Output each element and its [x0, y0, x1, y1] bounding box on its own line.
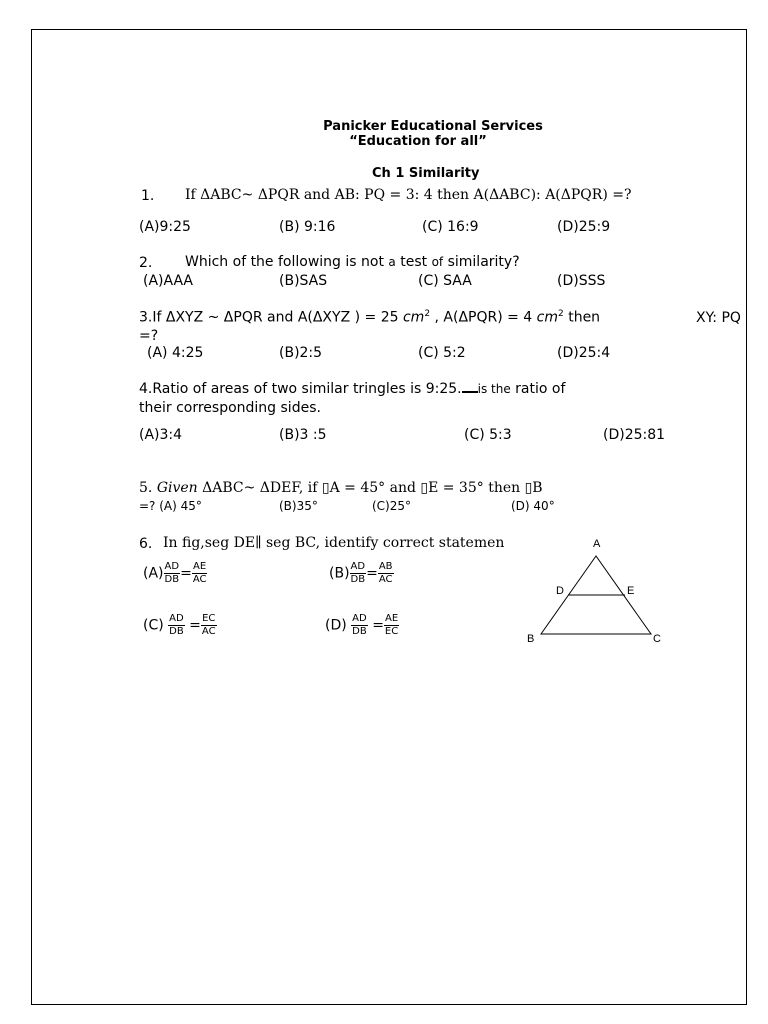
- q1-option-b: (B) 9:16: [279, 219, 336, 235]
- q2-number: 2.: [139, 255, 153, 271]
- q6-text: In fig,seg DE∥ seg BC, identify correct statemen: [163, 535, 505, 551]
- q3-option-c: (C) 5:2: [418, 345, 466, 361]
- q6-option-c: (C) $\frac{AD}{DB}$ = $\frac{EC}{AC}$: [143, 613, 216, 637]
- q6-option-b: (B) $\frac{AD}{DB}$ = $\frac{AB}{AC}$: [329, 561, 393, 585]
- q3-text: 3.If ΔXYZ ~ ΔPQR and A(ΔXYZ ) = 25 $cm^2$ , A(ΔPQR) = 4 $cm^2$ then: [139, 309, 601, 326]
- q5-text: 5. Given ΔABC~ ΔDEF, if ▯A = 45° and ▯E = 35° then ▯B: [139, 480, 543, 496]
- q5-option-c: (C)25°: [372, 499, 412, 513]
- chapter-title: Ch 1 Similarity: [372, 166, 480, 181]
- q6-option-d: (D) $\frac{AD}{DB}$ = $\frac{AE}{EC}$: [325, 613, 399, 637]
- q3-line2: =?: [139, 328, 159, 344]
- q3-option-b: (B)2:5: [279, 345, 323, 361]
- vertex-label-e: E: [627, 585, 635, 597]
- q2-option-a: (A)AAA: [143, 273, 194, 289]
- q1-option-c: (C) 16:9: [422, 219, 479, 235]
- q3-option-a: (A) 4:25: [147, 345, 204, 361]
- q6-number: 6.: [139, 536, 153, 552]
- triangle-figure: [520, 532, 670, 647]
- q4-option-a: (A)3:4: [139, 427, 183, 443]
- q4-text: 4.Ratio of areas of two similar tringles is 9:25. is the ratio of: [139, 381, 566, 397]
- q5-line2: =? (A) 45°: [139, 499, 202, 513]
- q6-option-a: (A) $\frac{AD}{DB}$ = $\frac{AE}{AC}$: [143, 561, 207, 585]
- q3-option-d: (D)25:4: [557, 345, 611, 361]
- vertex-label-d: D: [556, 585, 564, 597]
- q4-line2: their corresponding sides.: [139, 400, 321, 416]
- q3-tail: XY: PQ: [696, 310, 741, 326]
- q4-option-b: (B)3 :5: [279, 427, 327, 443]
- q2-text: Which of the following is not a test of similarity?: [185, 254, 520, 270]
- q2-option-d: (D)SSS: [557, 273, 606, 289]
- vertex-label-c: C: [653, 633, 661, 645]
- q4-option-c: (C) 5:3: [464, 427, 512, 443]
- q1-option-a: (A)9:25: [139, 219, 191, 235]
- q1-number: 1.: [141, 188, 155, 204]
- q5-option-b: (B)35°: [279, 499, 318, 513]
- q5-option-d: (D) 40°: [511, 499, 555, 513]
- q4-option-d: (D)25:81: [603, 427, 666, 443]
- q1-text: If ΔABC~ ΔPQR and AB: PQ = 3: 4 then A(ΔABC): A(ΔPQR) =?: [185, 187, 632, 203]
- vertex-label-a: A: [593, 538, 601, 550]
- q2-option-b: (B)SAS: [279, 273, 328, 289]
- vertex-label-b: B: [527, 633, 535, 645]
- q2-option-c: (C) SAA: [418, 273, 472, 289]
- q4-blank: [462, 381, 478, 393]
- motto: “Education for all”: [349, 134, 487, 149]
- org-title: Panicker Educational Services: [323, 119, 543, 134]
- q1-option-d: (D)25:9: [557, 219, 611, 235]
